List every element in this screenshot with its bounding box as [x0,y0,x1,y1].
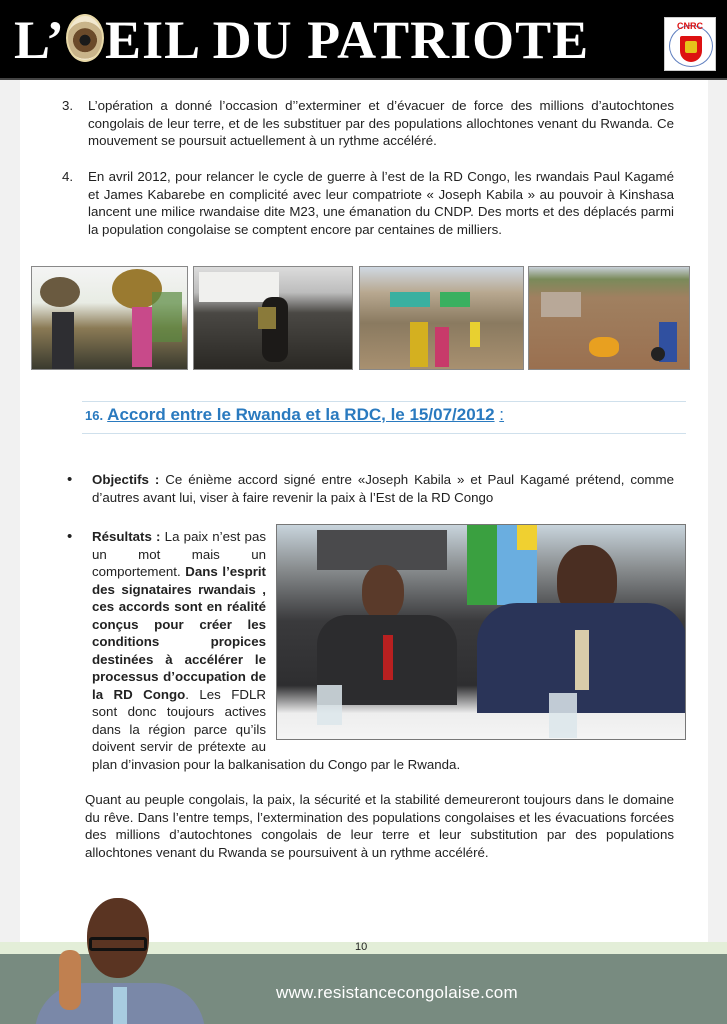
displaced-people-carrying-loads-photo [31,266,188,370]
bullet-dot: • [67,471,73,488]
website-url[interactable]: www.resistancecongolaise.com [276,983,518,1002]
shield-icon [680,36,702,62]
section-heading [85,405,504,425]
title-prefix: L’ [14,10,66,70]
publication-title [14,8,589,72]
objectifs-label: Objectifs : [92,472,160,487]
page-number: 10 [355,941,368,953]
objectifs-paragraph [92,471,674,506]
item-text: L’opération a donné l’occasion d’’exterminer et d’évacuer de force des millions d’autochtones congolais de leur terre, et de les substituer par des populations allochtones venant du Rwanda. Ce mouvement se poursuit actuellement à un rythme accéléré. [88,98,674,148]
resultats-text2: . Les FDLR sont donc toujours actives dans la région parce qu’ils doivent servir de prétexte au plan [92,686,266,772]
logo-text: CNRC [677,21,703,31]
heading-top-rule [82,401,686,402]
item-number: 3. [62,98,74,113]
resultats-continuation: d’invasion pour la balkanisation du Congo par le Rwanda. [120,756,461,772]
masthead [0,0,727,80]
eye-icon [66,14,104,62]
item-number: 4. [62,169,74,184]
section-title: Accord entre le Rwanda et la RDC, le 15/07/2012 [107,405,495,424]
refugees-walking-with-belongings-photo [359,266,524,370]
bullet-dot: • [67,528,73,545]
heading-bottom-rule [82,433,686,434]
section-colon: : [499,405,505,424]
section-number: 16. [85,408,104,423]
displacement-camp-field-photo [528,266,690,370]
item-text: En avril 2012, pour relancer le cycle de guerre à l’est de la RD Congo, les rwandais Paul Kagamé et James Kabarebe en complicité avec leur compatriote « Joseph Kabila » au pouvoir à Kinshasa lancent une milice rwandaise dite M23, une émanation du CNDP. Des morts et des déplacés parmi la population congolaise se comptent encore par centaines de milliers. [88,169,674,237]
objectifs-text: Ce énième accord signé entre «Joseph Kabila » et Paul Kagamé prétend, comme d’autres avant lui, viser à faire revenir la paix à l’Est de la RD Congo [92,472,674,505]
cnrc-logo [664,17,716,71]
resultats-flow [67,524,686,861]
portrait-photo [35,895,205,1024]
numbered-item-4 [62,168,674,238]
signing-ceremony-photo [276,524,686,740]
title-suffix: EIL DU PATRIOTE [105,10,590,70]
resultats-label: Résultats : [92,529,161,544]
woman-carrying-child-camp-photo [193,266,353,370]
resultats-text1: La paix n’est pas un mot mais un comportement. [92,529,266,579]
resultats-bold-text: Dans l’esprit des signataires rwandais , ces accords sont en réalité conçus pour créer les conditions propices destinées à accélérer le processus d’occupation de la RD Congo [92,564,266,702]
numbered-item-3 [62,97,674,150]
conclusion-paragraph: Quant au peuple congolais, la paix, la sécurité et la stabilité demeureront toujours dans le domaine du rêve. Dans l’entre temps, l’extermination des populations congolaises et les évacuations forcées des millions d’autochtones congolais de leur terre et leur substitution par des populations allochtones venant du Rwanda se poursuivent à un rythme accéléré. [85,792,674,860]
